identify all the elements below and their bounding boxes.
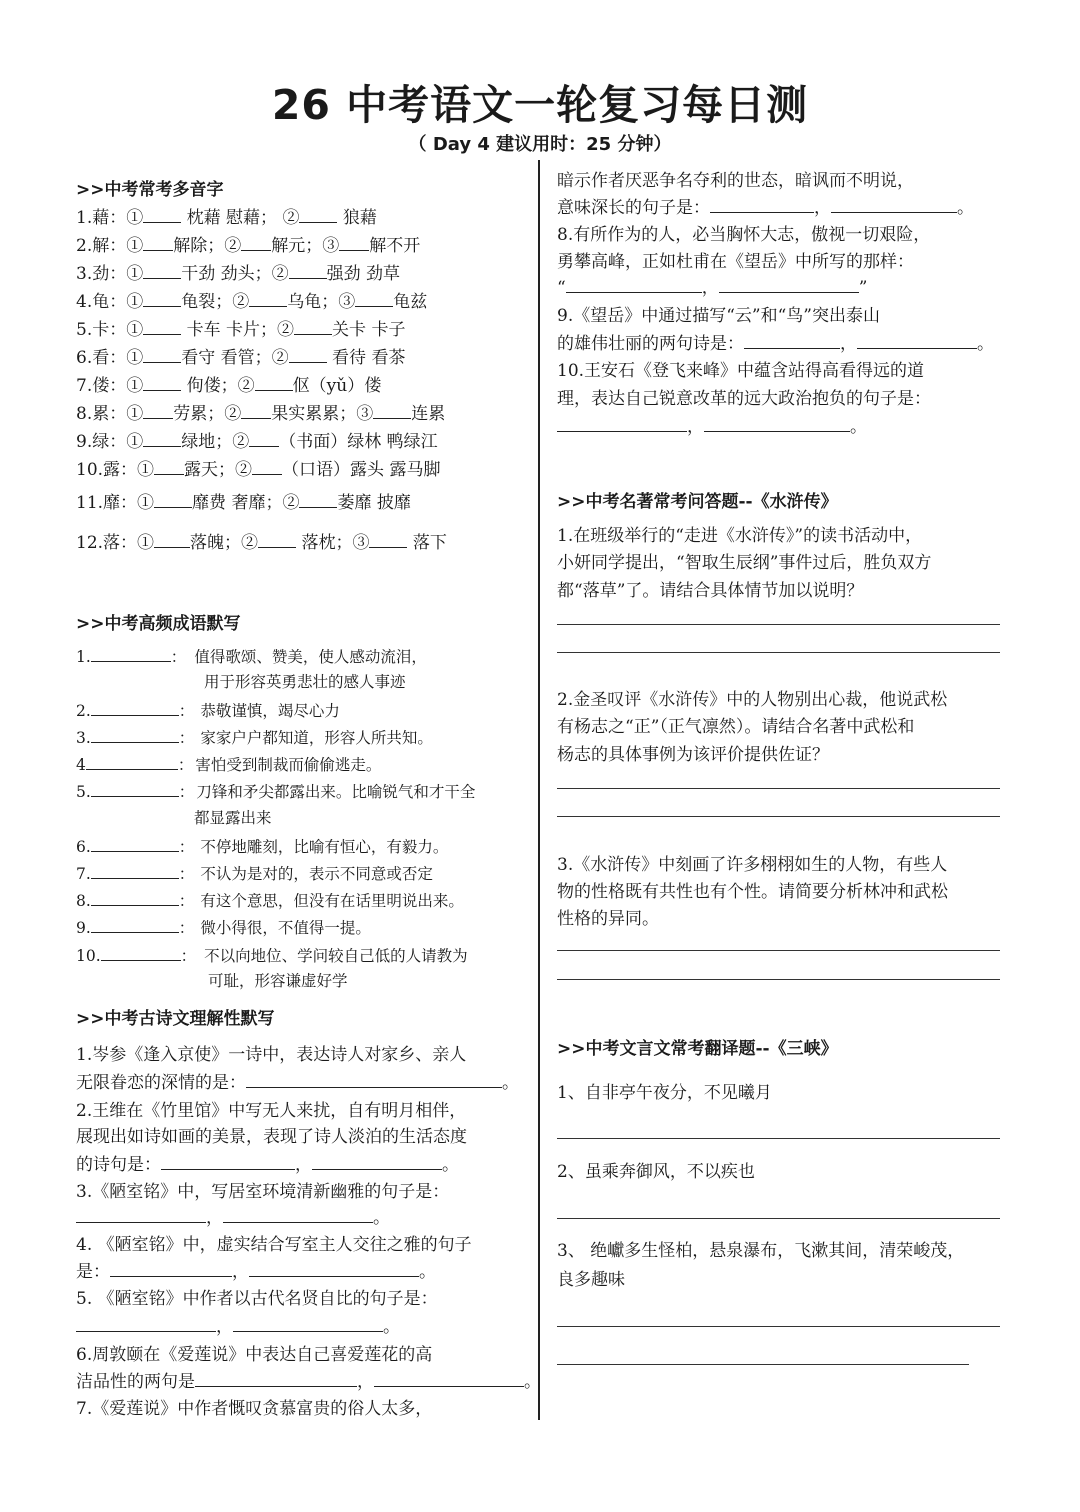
answer-blank[interactable] [91,644,171,662]
polyphonic-item [76,528,447,553]
item-definition-cont: 都显露出来 [194,809,272,827]
answer-blank[interactable] [719,275,859,293]
answer-line[interactable] [557,1138,1000,1139]
punct: 。 [419,1262,436,1282]
answer-blank[interactable] [76,1205,206,1223]
polyphonic-item [76,371,381,396]
answer-line[interactable] [557,624,1000,625]
answer-blank[interactable] [154,490,192,508]
item-text: 连累 [411,404,446,424]
translate-question: 2、虽乘奔御风，不以疾也 [557,1162,755,1182]
answer-blank[interactable] [831,195,957,213]
item-number: 3. [76,729,91,747]
answer-blank[interactable] [143,289,181,307]
item-number: 7. [76,865,91,883]
poetry-question-line [76,1367,541,1392]
item-text: 卡车 卡片；② [186,320,295,340]
item-number: 2. [76,702,91,720]
poetry-question-line [557,273,867,298]
classic-question-line: 3.《水浒传》中刻画了许多栩栩如生的人物，有些人 [557,855,948,875]
item-definition: 恭敬谨慎，竭尽心力 [200,702,340,720]
poetry-question-line [557,329,994,354]
item-text: 落下 [412,533,447,553]
punct: 。 [383,1317,400,1337]
answer-blank[interactable] [143,401,173,419]
item-prefix: 7.偻：① [76,376,144,396]
punct: ， [357,1372,374,1392]
answer-blank[interactable] [223,1205,373,1223]
answer-blank[interactable] [101,943,181,961]
classic-question-line: 有杨志之“正”（正气凛然）。请结合名著中武松和 [557,717,915,737]
item-text: 龟兹 [393,292,428,312]
answer-blank[interactable] [143,205,181,223]
answer-blank[interactable] [143,261,181,279]
answer-blank[interactable] [744,331,840,349]
answer-blank[interactable] [294,317,332,335]
item-number: 1. [76,648,91,666]
item-text: 果实累累；③ [271,404,374,424]
idiom-item: 4 ： 害怕受到制裁而偷偷逃走。 [76,752,381,775]
punct: 。 [442,1155,459,1175]
answer-blank[interactable] [91,915,179,933]
item-prefix: 10.露：① [76,460,155,480]
poetry-question-line: 5. 《陋室铭》中作者以古代名贤自比的句子是： [76,1289,438,1309]
answer-blank[interactable] [233,1314,383,1332]
answer-blank[interactable] [299,205,337,223]
answer-blank[interactable] [241,401,271,419]
item-prefix: 1.藉：① [76,208,144,228]
classic-question-line: 杨志的具体事例为该评价提供佐证？ [557,745,829,765]
item-definition: 值得歌颂、赞美，使人感动流泪， [194,648,427,666]
answer-line[interactable] [557,1218,1000,1219]
polyphonic-item [76,427,438,452]
punct: ， [232,1262,249,1282]
answer-blank[interactable] [249,429,279,447]
answer-blank[interactable] [161,1152,295,1170]
item-definition-cont: 可耻，形容谦虚好学 [208,972,348,990]
answer-blank[interactable] [86,752,178,770]
question-text: 洁品性的两句是 [76,1372,195,1392]
item-text: 干劲 劲头；② [181,264,289,284]
answer-blank[interactable] [566,275,702,293]
answer-blank[interactable] [289,345,327,363]
poetry-question-line [76,1150,459,1175]
poetry-question-line [76,1257,436,1282]
section-title-idioms: >>中考高频成语默写 [76,614,241,634]
answer-blank[interactable] [91,698,179,716]
idiom-item: 2. ： 恭敬谨慎，竭尽心力 [76,698,340,721]
classic-question-line: 2.金圣叹评《水浒传》中的人物别出心裁，他说武松 [557,690,948,710]
item-text: 落魄；② [190,533,259,553]
question-text: 的雄伟壮丽的两句诗是： [557,334,744,354]
item-definition-cont: 用于形容英勇悲壮的感人事迹 [204,673,406,691]
item-number: 4 [76,756,86,774]
polyphonic-item [76,455,440,480]
answer-blank[interactable] [704,414,850,432]
poetry-question-line [76,1203,390,1228]
item-prefix: 5.卡：① [76,320,144,340]
answer-blank[interactable] [355,289,393,307]
answer-blank[interactable] [91,888,179,906]
polyphonic-item [76,315,405,340]
punct: ， [840,334,857,354]
classic-question-line: 性格的异同。 [557,909,659,929]
question-text: 无限眷恋的深情的是： [76,1073,246,1093]
page-subtitle: （ Day 4 建议用时：25 分钟） [408,134,672,155]
item-definition: 不停地雕刻，比喻有恒心，有毅力。 [200,838,449,856]
answer-blank[interactable] [143,345,181,363]
item-definition: 微小得很，不值得一提。 [200,919,371,937]
answer-blank[interactable] [249,289,287,307]
punct: ， [701,278,719,298]
question-text: 是： [76,1262,110,1282]
item-definition: 不认为是对的，表示不同意或否定 [200,865,433,883]
item-text: 看待 看茶 [332,348,406,368]
item-prefix: 11.靡：① [76,493,155,513]
polyphonic-item [76,343,405,368]
answer-blank[interactable] [110,1259,232,1277]
item-text: 露天；② [184,460,253,480]
idiom-item: 10. ： 不以向地位、学问较自己低的人请教为 [76,943,468,966]
punct: 。 [977,334,994,354]
poetry-question-line: 9.《望岳》中通过描写“云”和“鸟”突出泰山 [557,306,880,326]
classic-question-line: 1.在班级举行的“走进《水浒传》”的读书活动中， [557,526,923,546]
polyphonic-item [76,259,400,284]
poetry-question-line: 4. 《陋室铭》中，虚实结合写室主人交往之雅的句子 [76,1235,472,1255]
punct: 。 [524,1372,541,1392]
item-text: 佝偻；② [186,376,255,396]
answer-blank[interactable] [154,530,190,548]
item-text: 解元；③ [271,236,340,256]
item-number: 6. [76,838,91,856]
item-number: 9. [76,919,91,937]
answer-blank[interactable] [154,457,184,475]
answer-blank[interactable] [255,373,293,391]
answer-blank[interactable] [299,490,337,508]
polyphonic-item [76,231,420,256]
answer-blank[interactable] [252,457,282,475]
section-title-classic: >>中考名著常考问答题--《水浒传》 [557,492,838,512]
column-divider [538,160,540,1420]
item-text: 龟裂；② [181,292,250,312]
answer-line[interactable] [557,979,1000,980]
item-text: 狼藉 [342,208,377,228]
punct: ” [858,278,868,298]
item-text: 看守 看管；② [181,348,289,368]
answer-blank[interactable] [369,530,407,548]
item-text: 关卡 卡子 [332,320,406,340]
answer-blank[interactable] [289,261,327,279]
poetry-question-line: 理，表达自己锐意改革的远大政治抱负的句子是： [557,389,931,409]
answer-blank[interactable] [91,834,179,852]
classic-question-line: 物的性格既有共性也有个性。请简要分析林冲和武松 [557,882,948,902]
poetry-question-line [76,1068,519,1093]
poetry-question-line: 10.王安石《登飞来峰》中蕴含站得高看得远的道 [557,361,925,381]
answer-line[interactable] [557,816,1000,817]
poetry-question-line: 暗示作者厌恶争名夺利的世态，暗讽而不明说， [557,171,914,191]
poetry-question-line: 8.有所作为的人，必当胸怀大志，傲视一切艰险， [557,225,931,245]
polyphonic-item [76,488,411,513]
answer-blank[interactable] [143,233,173,251]
punct: 。 [502,1073,519,1093]
punct: ， [216,1317,233,1337]
idiom-item: 5. ： 刀锋和矛尖都露出来。比喻锐气和才干全 [76,779,475,802]
answer-blank[interactable] [241,233,271,251]
punct: ， [814,198,831,218]
poetry-question-line: 7.《爱莲说》中作者慨叹贪慕富贵的俗人太多， [76,1399,433,1419]
item-text: （口语）露头 露马脚 [282,460,441,480]
item-number: 5. [76,783,91,801]
poetry-question-line: 2.王维在《竹里馆》中写无人来扰，自有明月相伴， [76,1101,467,1121]
poetry-question-line: 6.周敦颐在《爱莲说》中表达自己喜爱莲花的高 [76,1345,433,1365]
section-title-translate: >>中考文言文常考翻译题--《三峡》 [557,1039,838,1059]
item-prefix: 2.解：① [76,236,144,256]
item-text: 解不开 [369,236,421,256]
item-text: 强劲 劲草 [326,264,401,284]
polyphonic-item [76,203,377,228]
poetry-question-line: 展现出如诗如画的美景，表现了诗人淡泊的生活态度 [76,1127,467,1147]
classic-question-line: 小妍同学提出，“智取生辰纲”事件过后，胜负双方 [557,553,932,573]
punct: 。 [373,1208,390,1228]
item-number: 8. [76,892,91,910]
classic-question-line: 都“落草”了。请结合具体情节加以说明？ [557,581,864,601]
item-prefix: 3.劲：① [76,264,144,284]
poetry-question-line: 1.岑参《逢入京使》一诗中，表达诗人对家乡、亲人 [76,1045,467,1065]
answer-blank[interactable] [143,373,181,391]
idiom-item: 8. ： 有这个意思，但没有在话里明说出来。 [76,888,464,911]
page-title: 26 中考语文一轮复习每日测 [271,81,809,129]
item-definition: 不以向地位、学问较自己低的人请教为 [204,947,468,965]
punct: ， [687,417,704,437]
poetry-question-line [557,193,974,218]
answer-blank[interactable] [249,1259,419,1277]
item-text: 乌龟；③ [287,292,356,312]
polyphonic-item [76,399,445,424]
section-title-polyphonic: >>中考常考多音字 [76,180,224,200]
item-text: 伛（yǔ）偻 [292,376,382,396]
answer-blank[interactable] [195,1369,357,1387]
answer-blank[interactable] [374,1369,524,1387]
item-definition: 有这个意思，但没有在话里明说出来。 [200,892,464,910]
item-text: （书面）绿林 鸭绿江 [279,432,438,452]
answer-blank[interactable] [246,1070,502,1088]
question-text: 意味深长的句子是： [557,198,710,218]
answer-blank[interactable] [857,331,977,349]
translate-question: 良多趣味 [557,1270,625,1290]
translate-question: 3、 绝巘多生怪柏，悬泉瀑布，飞漱其间，清荣峻茂， [557,1241,965,1261]
poetry-question-line: 勇攀高峰，正如杜甫在《望岳》中所写的那样： [557,252,914,272]
answer-blank[interactable] [312,1152,442,1170]
punct: 。 [850,417,867,437]
item-prefix: 8.累：① [76,404,144,424]
idiom-item: 9. ： 微小得很，不值得一提。 [76,915,371,938]
item-prefix: 6.看：① [76,348,144,368]
answer-blank[interactable] [339,233,369,251]
question-text: 的诗句是： [76,1155,161,1175]
answer-line[interactable] [557,950,1000,951]
item-definition: 害怕受到制裁而偷偷逃走。 [195,756,382,774]
answer-line[interactable] [557,1326,1000,1327]
answer-blank[interactable] [91,861,179,879]
punct: ， [206,1208,223,1228]
answer-blank[interactable] [557,414,687,432]
poetry-question-line [76,1312,400,1337]
idiom-item: 3. ： 家家户户都知道，形容人所共知。 [76,725,433,748]
item-prefix: 12.落：① [76,533,155,553]
answer-line[interactable] [557,1364,969,1365]
item-text: 绿地；② [181,432,250,452]
answer-blank[interactable] [143,429,181,447]
answer-line[interactable] [557,652,1000,653]
item-text: 解除；② [173,236,242,256]
answer-blank[interactable] [710,195,814,213]
answer-blank[interactable] [91,779,179,797]
idiom-item: 7. ： 不认为是对的，表示不同意或否定 [76,861,433,884]
item-prefix: 4.龟：① [76,292,144,312]
item-definition: 刀锋和矛尖都露出来。比喻锐气和才干全 [196,783,476,801]
item-number: 10. [76,947,101,965]
translate-question: 1、自非亭午夜分，不见曦月 [557,1083,772,1103]
poetry-question-line: 3.《陋室铭》中，写居室环境清新幽雅的句子是： [76,1182,450,1202]
section-title-poetry: >>中考古诗文理解性默写 [76,1009,275,1029]
idiom-item: 6. ： 不停地雕刻，比喻有恒心，有毅力。 [76,834,448,857]
item-text: 靡费 奢靡；② [192,493,300,513]
punct: “ [557,278,566,298]
item-text: 萎靡 披靡 [337,493,411,513]
punct: 。 [957,198,974,218]
answer-blank[interactable] [373,401,411,419]
item-definition: 家家户户都知道，形容人所共知。 [200,729,433,747]
answer-blank[interactable] [258,530,296,548]
punct: ， [295,1155,312,1175]
item-prefix: 9.绿：① [76,432,144,452]
item-text: 枕藉 慰藉； ② [186,208,300,228]
item-text: 劳累；② [173,404,242,424]
answer-line[interactable] [557,788,1000,789]
answer-blank[interactable] [143,317,181,335]
answer-blank[interactable] [91,725,179,743]
item-text: 落枕；③ [301,533,370,553]
polyphonic-item [76,287,427,312]
answer-blank[interactable] [76,1314,216,1332]
idiom-item: 1. ： 值得歌颂、赞美，使人感动流泪， [76,644,427,667]
poetry-question-line [557,412,867,437]
